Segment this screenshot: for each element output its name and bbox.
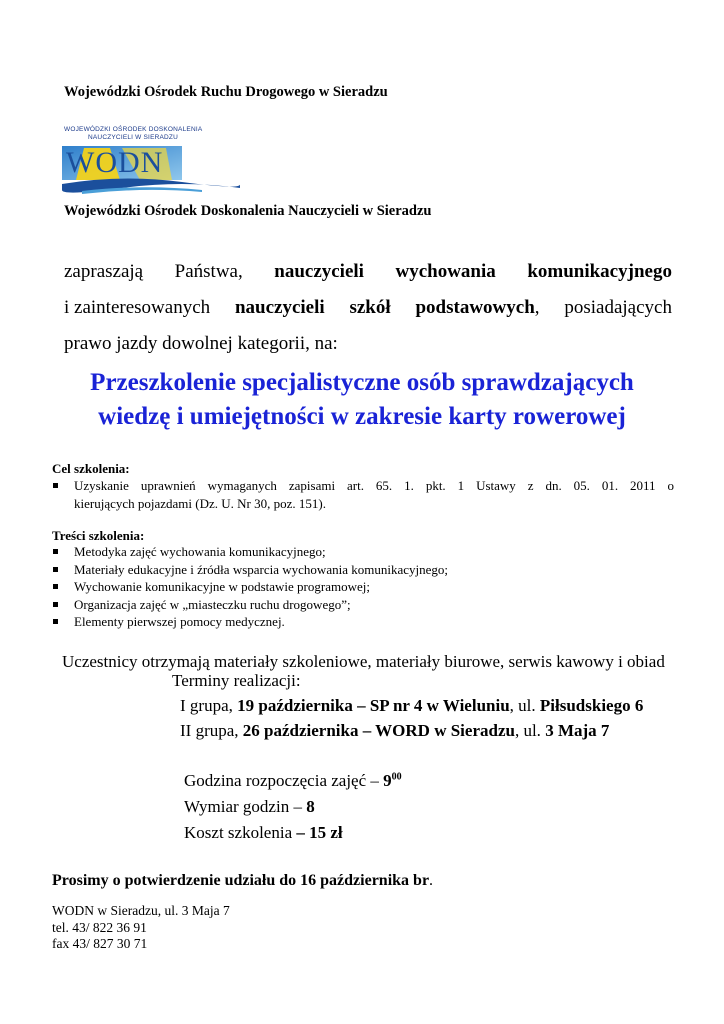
hours-value: 8 [306, 797, 315, 816]
confirmation-text: Prosimy o potwierdzenie udziału do 16 października br [52, 872, 430, 889]
contact-address: WODN w Sieradzu, ul. 3 Maja 7 [52, 903, 230, 918]
list-item-text: Wychowanie komunikacyjne w podstawie programowej; [74, 579, 370, 594]
list-item [52, 613, 674, 631]
goal-heading: Cel szkolenia: [52, 461, 130, 476]
list-item-text: Elementy pierwszej pomocy medycznej. [74, 614, 285, 629]
confirmation-note [52, 872, 433, 890]
start-time-minutes: 00 [391, 771, 402, 783]
course-title-line2: wiedzę i umiejętności w zakresie karty rowerowej [98, 403, 626, 430]
contact-fax: fax 43/ 827 30 71 [52, 936, 148, 951]
list-item-text: Metodyka zajęć wychowania komunikacyjnego; [74, 544, 326, 559]
intro-word: zapraszają [64, 261, 144, 282]
intro-word: i zainteresowanych [64, 297, 211, 318]
hours [184, 797, 315, 817]
hours-label: Wymiar godzin – [184, 797, 307, 816]
confirmation-dot: . [429, 872, 434, 889]
goal-item-line1: Uzyskanie uprawnień wymaganych zapisami art. 65. 1. pkt. 1 Ustawy z dn. 05. 01. 2011 o [74, 478, 674, 493]
materials-info: Uczestnicy otrzymają materiały szkoleniowe, materiały biurowe, serwis kawowy i obiad [62, 652, 665, 671]
terms-label: Terminy realizacji: [172, 671, 301, 690]
group-2-label: II grupa, [180, 721, 243, 740]
intro-word: szkół [349, 297, 391, 318]
org-name-wodn: Wojewódzki Ośrodek Doskonalenia Nauczycieli w Sieradzu [64, 203, 432, 219]
intro-word: komunikacyjnego [527, 261, 672, 282]
cost [184, 823, 343, 843]
list-item [52, 596, 674, 614]
list-item [52, 561, 674, 579]
list-item [52, 578, 674, 596]
contact-phone: tel. 43/ 822 36 91 [52, 919, 147, 935]
goal-item-line2: kierujących pojazdami (Dz. U. Nr 30, poz. 151). [74, 495, 326, 511]
list-item [52, 543, 674, 561]
intro-word: podstawowych [415, 297, 535, 318]
intro-line-2 [64, 298, 672, 317]
group-1-street-label: , ul. [509, 696, 540, 715]
content-list [52, 543, 674, 631]
group-2 [180, 721, 609, 741]
intro-word: nauczycieli [234, 297, 325, 318]
cost-label: Koszt szkolenia [184, 823, 297, 842]
course-title-line1: Przeszkolenie specjalistyczne osób sprawdzających [90, 369, 634, 396]
group-2-street: 3 Maja 7 [545, 721, 610, 740]
bullet-icon [53, 584, 58, 589]
bullet-icon [53, 602, 58, 607]
list-item-text: Organizacja zajęć w „miasteczku ruchu drogowego”; [74, 596, 351, 612]
start-time-hour: 9 [383, 771, 392, 790]
wodn-logo [62, 124, 240, 196]
course-title [60, 366, 664, 434]
start-time-label: Godzina rozpoczęcia zajęć – [184, 771, 384, 790]
group-1 [180, 696, 643, 716]
bullet-icon [53, 619, 58, 624]
group-1-label: I grupa, [180, 696, 238, 715]
org-name-word: Wojewódzki Ośrodek Ruchu Drogowego w Sieradzu [64, 84, 388, 100]
intro-line-1 [64, 262, 672, 281]
group-1-date-place: 19 października – SP nr 4 w Wieluniu [237, 696, 510, 715]
intro-word: nauczycieli [274, 261, 364, 282]
bullet-icon [53, 567, 58, 572]
list-item-text: Materiały edukacyjne i źródła wsparcia wychowania komunikacyjnego; [74, 561, 448, 577]
group-2-street-label: , ul. [514, 721, 546, 740]
contact-block [52, 903, 230, 953]
logo-text-line1: WOJEWÓDZKI OŚRODEK DOSKONALENIA [64, 126, 203, 133]
logo-text-line2: NAUCZYCIELI W SIERADZU [88, 134, 178, 141]
start-time [184, 771, 402, 791]
cost-value: – 15 zł [296, 823, 343, 842]
logo-wordmark: WODN [66, 146, 164, 179]
goal-list [52, 477, 674, 512]
group-2-date-place: 26 października – WORD w Sieradzu [242, 721, 515, 740]
intro-word: Państwa, [174, 261, 243, 282]
intro-word: , [534, 297, 540, 318]
content-heading: Treści szkolenia: [52, 528, 145, 543]
group-1-street: Piłsudskiego 6 [539, 696, 644, 715]
intro-line-3: prawo jazdy dowolnej kategorii, na: [64, 333, 338, 354]
intro-word: wychowania [395, 261, 496, 282]
list-item [52, 477, 674, 512]
bullet-icon [53, 483, 58, 488]
bullet-icon [53, 549, 58, 554]
intro-word: posiadających [564, 297, 672, 318]
